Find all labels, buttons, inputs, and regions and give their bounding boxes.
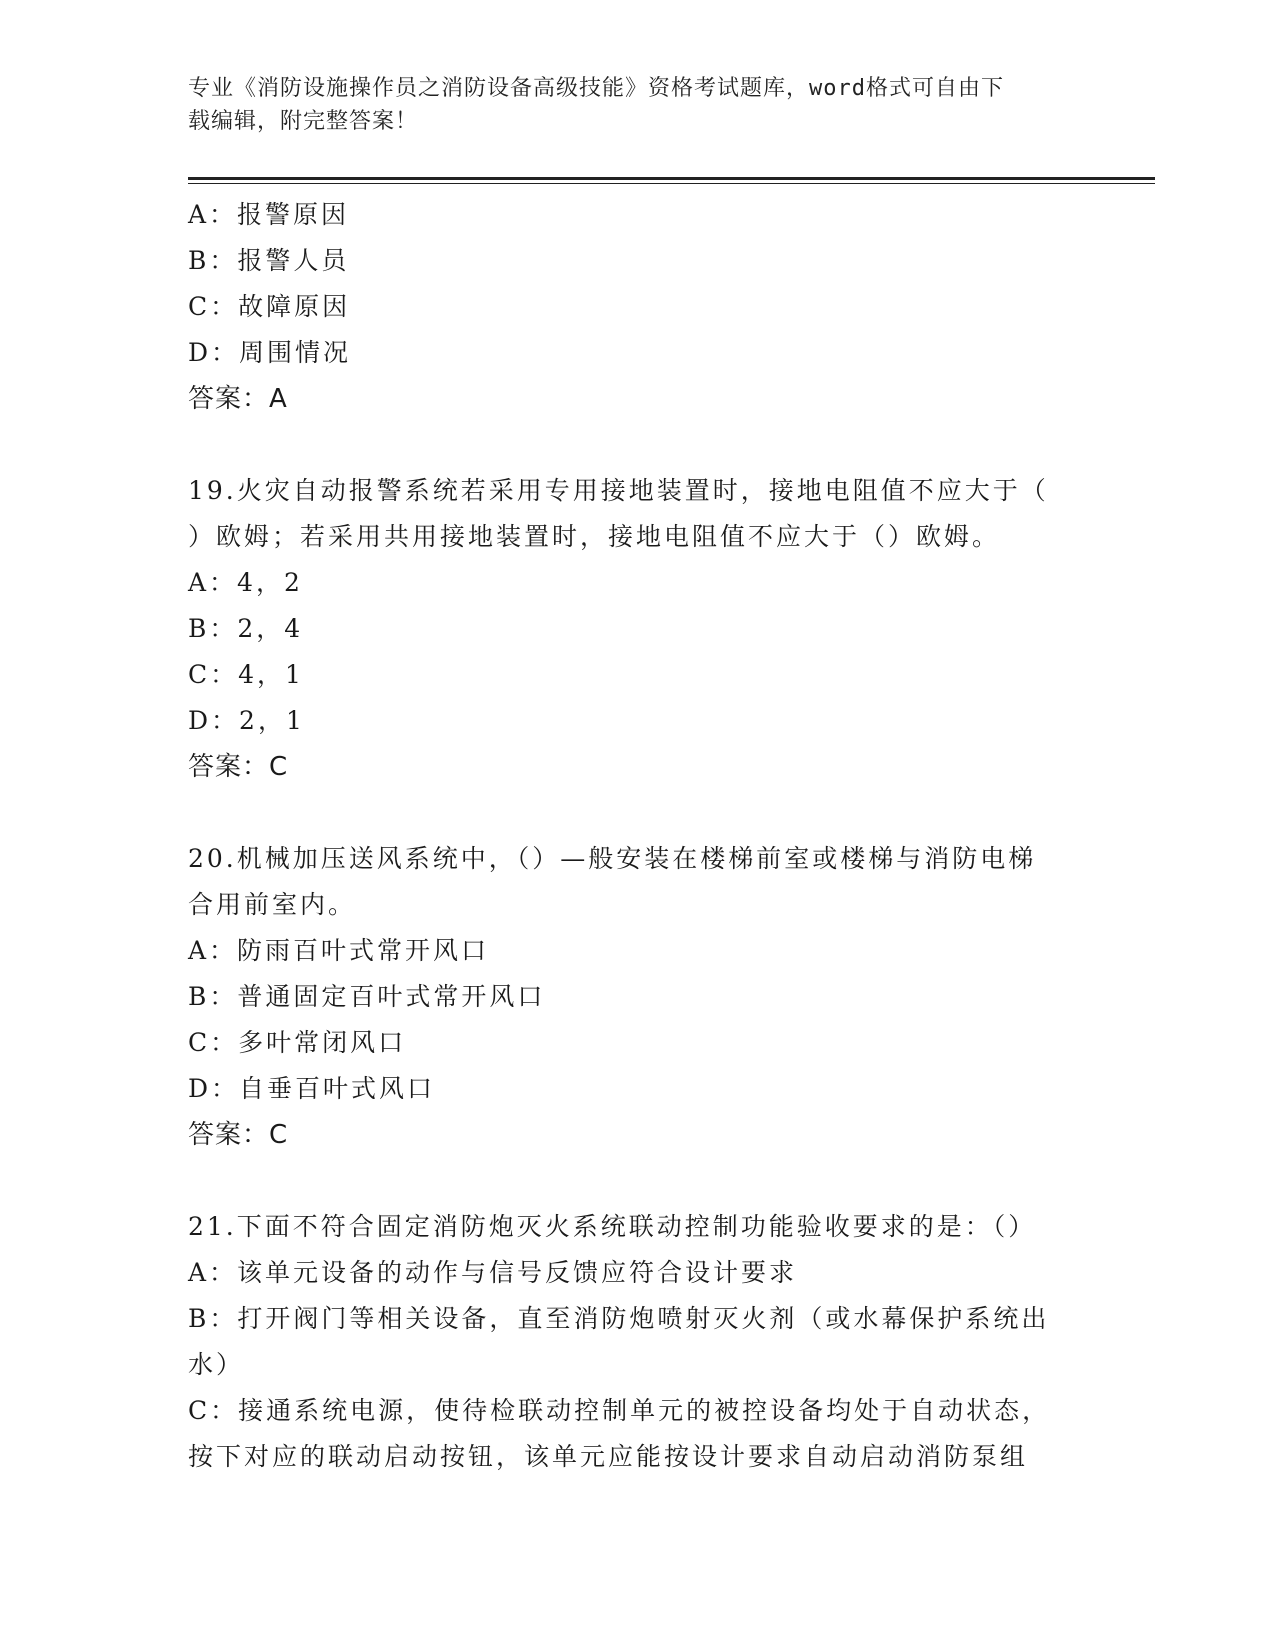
option-a: A：该单元设备的动作与信号反馈应符合设计要求 (188, 1258, 798, 1287)
header-divider-thin (188, 183, 1155, 184)
header-line-2: 载编辑，附完整答案！ (188, 109, 419, 134)
option-c: C：接通系统电源，使待检联动控制单元的被控设备均处于自动状态， (188, 1396, 1051, 1425)
option-b: B：报警人员 (188, 246, 350, 275)
option-d: D：2，1 (188, 706, 305, 735)
question-stem: 19.火灾自动报警系统若采用专用接地装置时，接地电阻值不应大于（ (188, 476, 1049, 505)
option-a: A：防雨百叶式常开风口 (188, 936, 490, 965)
option-c: C：4，1 (188, 660, 304, 689)
question-20 (188, 836, 1088, 1158)
option-b: B：2，4 (188, 614, 304, 643)
question-19 (188, 468, 1088, 790)
answer-20: 答案：C (188, 1120, 289, 1150)
question-18 (188, 192, 1088, 422)
option-c: C：故障原因 (188, 292, 351, 321)
question-content (188, 192, 1088, 1480)
option-b: B：普通固定百叶式常开风口 (188, 982, 546, 1011)
question-stem-continued: ）欧姆；若采用共用接地装置时，接地电阻值不应大于（）欧姆。 (188, 522, 1001, 551)
document-header (188, 72, 1088, 138)
answer-18: 答案：A (188, 384, 288, 414)
header-divider-thick (188, 177, 1155, 180)
option-d: D：周围情况 (188, 338, 352, 367)
spacer (188, 422, 1088, 468)
spacer (188, 1158, 1088, 1204)
option-d: D：自垂百叶式风口 (188, 1074, 436, 1103)
spacer (188, 790, 1088, 836)
option-a: A：4，2 (188, 568, 303, 597)
question-stem: 20.机械加压送风系统中，（）—般安装在楼梯前室或楼梯与消防电梯 (188, 844, 1037, 873)
header-line-1: 专业《消防设施操作员之消防设备高级技能》资格考试题库，word格式可自由下 (188, 76, 1004, 101)
question-21 (188, 1204, 1088, 1480)
option-c: C：多叶常闭风口 (188, 1028, 407, 1057)
option-c-continued: 按下对应的联动启动按钮，该单元应能按设计要求自动启动消防泵组 (188, 1442, 1029, 1471)
question-stem: 21.下面不符合固定消防炮灭火系统联动控制功能验收要求的是：（） (188, 1212, 1037, 1241)
answer-19: 答案：C (188, 752, 289, 782)
option-b: B：打开阀门等相关设备，直至消防炮喷射灭火剂（或水幕保护系统出 (188, 1304, 1050, 1333)
option-a: A：报警原因 (188, 200, 350, 229)
option-b-continued: 水） (188, 1350, 245, 1379)
question-stem-continued: 合用前室内。 (188, 890, 357, 919)
